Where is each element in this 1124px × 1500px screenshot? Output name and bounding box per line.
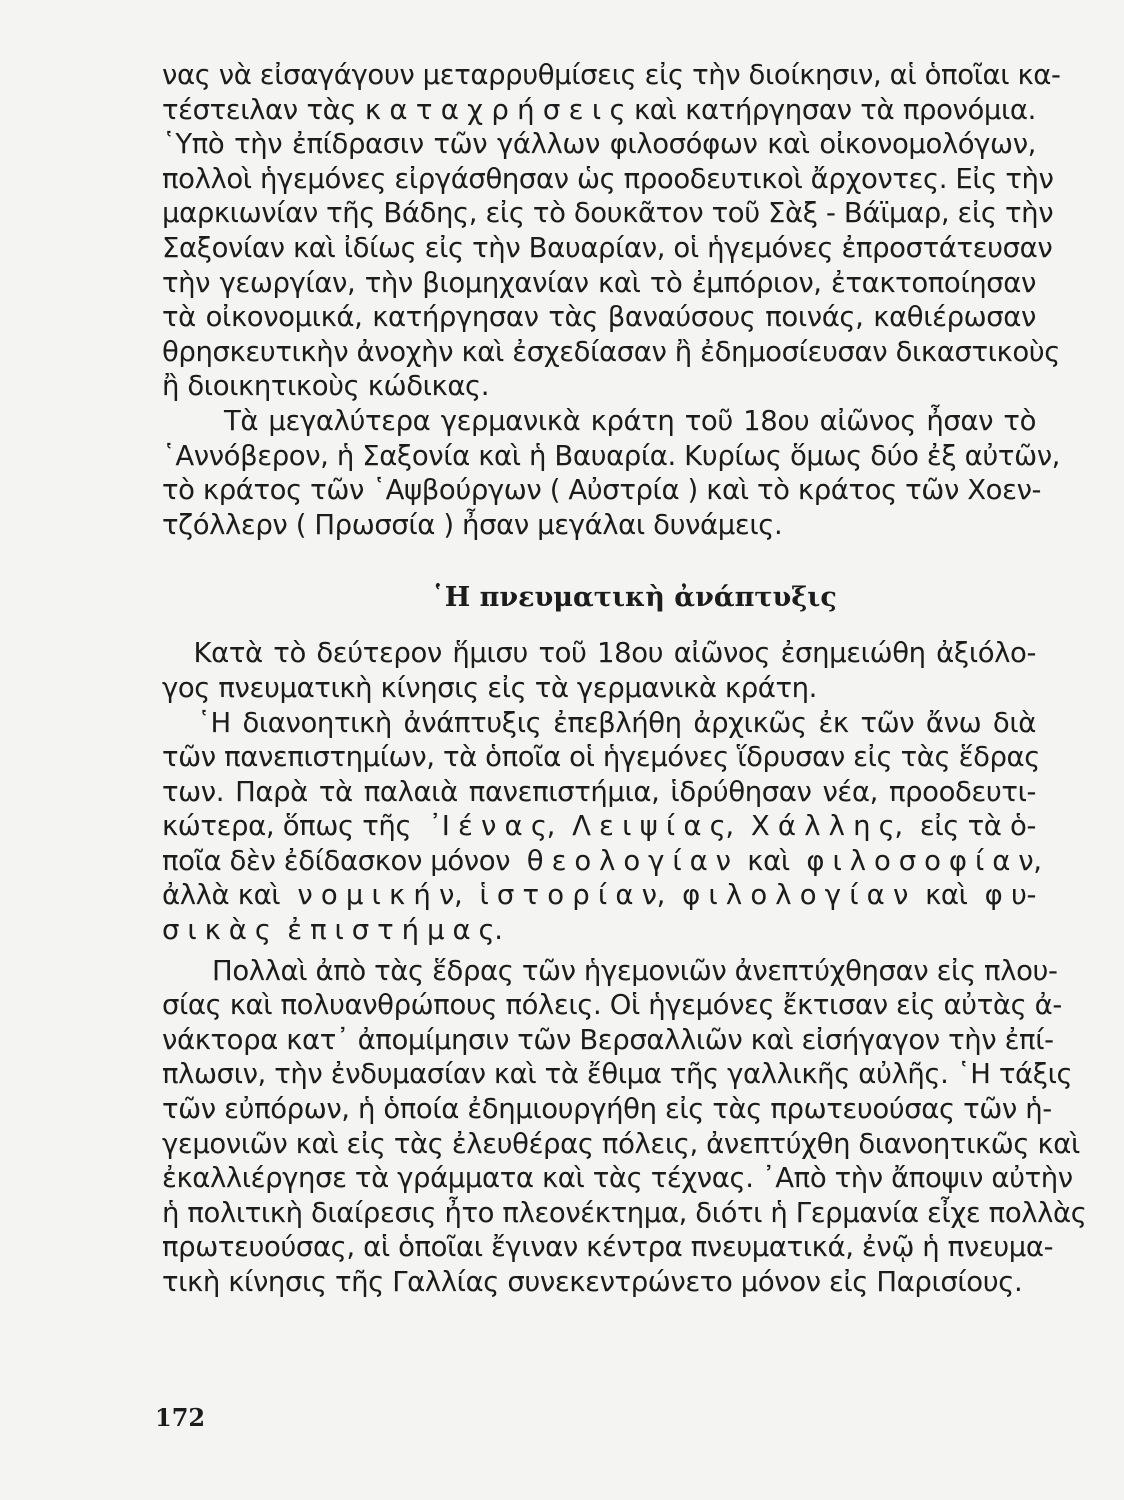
paragraph-3	[162, 636, 1036, 705]
text-line: ῾Αννόβερον, ἡ Σαξονία καὶ ἡ Βαυαρία. Κυρίως ὅμως δύο ἐξ αὐτῶν,	[162, 439, 1060, 472]
text-line: Σαξονίαν καὶ ἰδίως εἰς τὴν Βαυαρίαν, οἱ ἡγεμόνες ἐπροστάτευσαν	[162, 231, 1053, 264]
text-line: τικὴ κίνησις τῆς Γαλλίας συνεκεντρώνετο μόνον εἰς Παρισίους.	[162, 1266, 1023, 1298]
text-line: σ ι κ ὰ ς ἐ π ι σ τ ή μ α ς.	[162, 914, 503, 947]
text-line: ῾Υπὸ τὴν ἐπίδρασιν τῶν γάλλων φιλοσόφων καὶ οἰκονομολόγων,	[162, 128, 1036, 161]
text-line: νας νὰ εἰσαγάγουν μεταρρυθμίσεις εἰς τὴν διοίκησιν, αἱ ὁποῖαι κα-	[162, 59, 1061, 91]
text-line: τῶν πανεπιστημίων, τὰ ὁποῖα οἱ ἡγεμόνες ἵδρυσαν εἰς τὰς ἕδρας	[162, 741, 1041, 774]
text-line: ποῖα δὲν ἐδίδασκον μόνον θ ε ο λ ο γ ί α ν καὶ φ ι λ ο σ ο φ ί α ν,	[162, 844, 1042, 877]
text-line: τῶν εὐπόρων, ἡ ὁποία ἐδημιουργήθη εἰς τὰς πρωτευούσας τῶν ἡ-	[162, 1093, 1052, 1126]
paragraph-5	[162, 954, 1087, 1300]
text-line: σίας καὶ πολυανθρώπους πόλεις. Οἱ ἡγεμόνες ἔκτισαν εἰς αὐτὰς ἀ-	[162, 989, 1062, 1022]
text-line: ἀλλὰ καὶ ν ο μ ι κ ή ν, ἱ σ τ ο ρ ί α ν, φ ι λ ο λ ο γ ί α ν καὶ φ υ-	[162, 879, 1036, 912]
text-line: πλωσιν, τὴν ἐνδυμασίαν καὶ τὰ ἔθιμα τῆς γαλλικῆς αὐλῆς. ῾Η τάξις	[162, 1058, 1073, 1091]
text-line: ἢ διοικητικοὺς κώδικας.	[162, 370, 490, 403]
section-heading: ῾Η πνευματικὴ ἀνάπτυξις	[431, 582, 837, 614]
text-line: τζόλλερν ( Πρωσσία ) ἦσαν μεγάλαι δυνάμεις.	[162, 508, 783, 541]
text-line: νάκτορα κατ᾿ ἀπομίμησιν τῶν Βερσαλλιῶν καὶ εἰσήγαγον τὴν ἐπί-	[162, 1023, 1054, 1056]
text-line: Τὰ μεγαλύτερα γερμανικὰ κράτη τοῦ 18ου αἰῶνος ἦσαν τὸ	[162, 404, 1036, 437]
text-line: ῾Η διανοητικὴ ἀνάπτυξις ἐπεβλήθη ἀρχικῶς ἐκ τῶν ἄνω διὰ	[162, 706, 1036, 739]
text-line: Πολλαὶ ἀπὸ τὰς ἕδρας τῶν ἡγεμονιῶν ἀνεπτύχθησαν εἰς πλου-	[162, 954, 1058, 987]
text-line: μαρκιωνίαν τῆς Βάδης, εἰς τὸ δουκᾶτον τοῦ Σὰξ - Βάϊμαρ, εἰς τὴν	[162, 197, 1054, 230]
text-line: ἐκαλλιέργησε τὰ γράμματα καὶ τὰς τέχνας. ᾿Απὸ τὴν ἄποψιν αὐτὴν	[162, 1162, 1073, 1195]
text-line: τέστειλαν τὰς κ α τ α χ ρ ή σ ε ι ς καὶ κατήργησαν τὰ προνόμια.	[162, 93, 1036, 126]
text-line: των. Παρὰ τὰ παλαιὰ πανεπιστήμια, ἱδρύθησαν νέα, προοδευτι-	[162, 775, 1036, 808]
text-line: τὰ οἰκονομικά, κατήργησαν τὰς βαναύσους ποινάς, καθιέρωσαν	[162, 301, 1036, 334]
text-line: τὸ κράτος τῶν ῾Αψβούργων ( Αὐστρία ) καὶ τὸ κράτος τῶν Χοεν-	[162, 474, 1042, 507]
text-line: τὴν γεωργίαν, τὴν βιομηχανίαν καὶ τὸ ἐμπόριον, ἐτακτοποίησαν	[162, 266, 1036, 299]
text-line: θρησκευτικὴν ἀνοχὴν καὶ ἐσχεδίασαν ἢ ἐδημοσίευσαν δικαστικοὺς	[162, 335, 1061, 368]
text-line: πρωτευούσας, αἱ ὁποῖαι ἔγιναν κέντρα πνευματικά, ἐνῷ ἡ πνευμα-	[162, 1231, 1054, 1264]
text-line: πολλοὶ ἡγεμόνες εἰργάσθησαν ὡς προοδευτικοὶ ἄρχοντες. Εἰς τὴν	[162, 162, 1054, 195]
text-line: κώτερα, ὅπως τῆς ᾿Ι έ ν α ς, Λ ε ι ψ ί α ς, Χ ά λ λ η ς, εἰς τὰ ὁ-	[162, 810, 1036, 843]
text-line: γεμονιῶν καὶ εἰς τὰς ἐλευθέρας πόλεις, ἀνεπτύχθη διανοητικῶς καὶ	[162, 1127, 1080, 1160]
text-line: γος πνευματικὴ κίνησις εἰς τὰ γερμανικὰ κράτη.	[162, 671, 818, 704]
paragraph-4	[162, 706, 1042, 948]
paragraph-2	[162, 404, 1060, 542]
text-line: ἡ πολιτικὴ διαίρεσις ἦτο πλεονέκτημα, διότι ἡ Γερμανία εἶχε πολλὰς	[162, 1196, 1087, 1229]
paragraph-1	[162, 58, 1061, 404]
page-body	[162, 58, 1087, 1300]
text-line: Κατὰ τὸ δεύτερον ἥμισυ τοῦ 18ου αἰῶνος ἐσημειώθη ἀξιόλο-	[162, 637, 1036, 670]
page-number: 172	[155, 1403, 206, 1432]
